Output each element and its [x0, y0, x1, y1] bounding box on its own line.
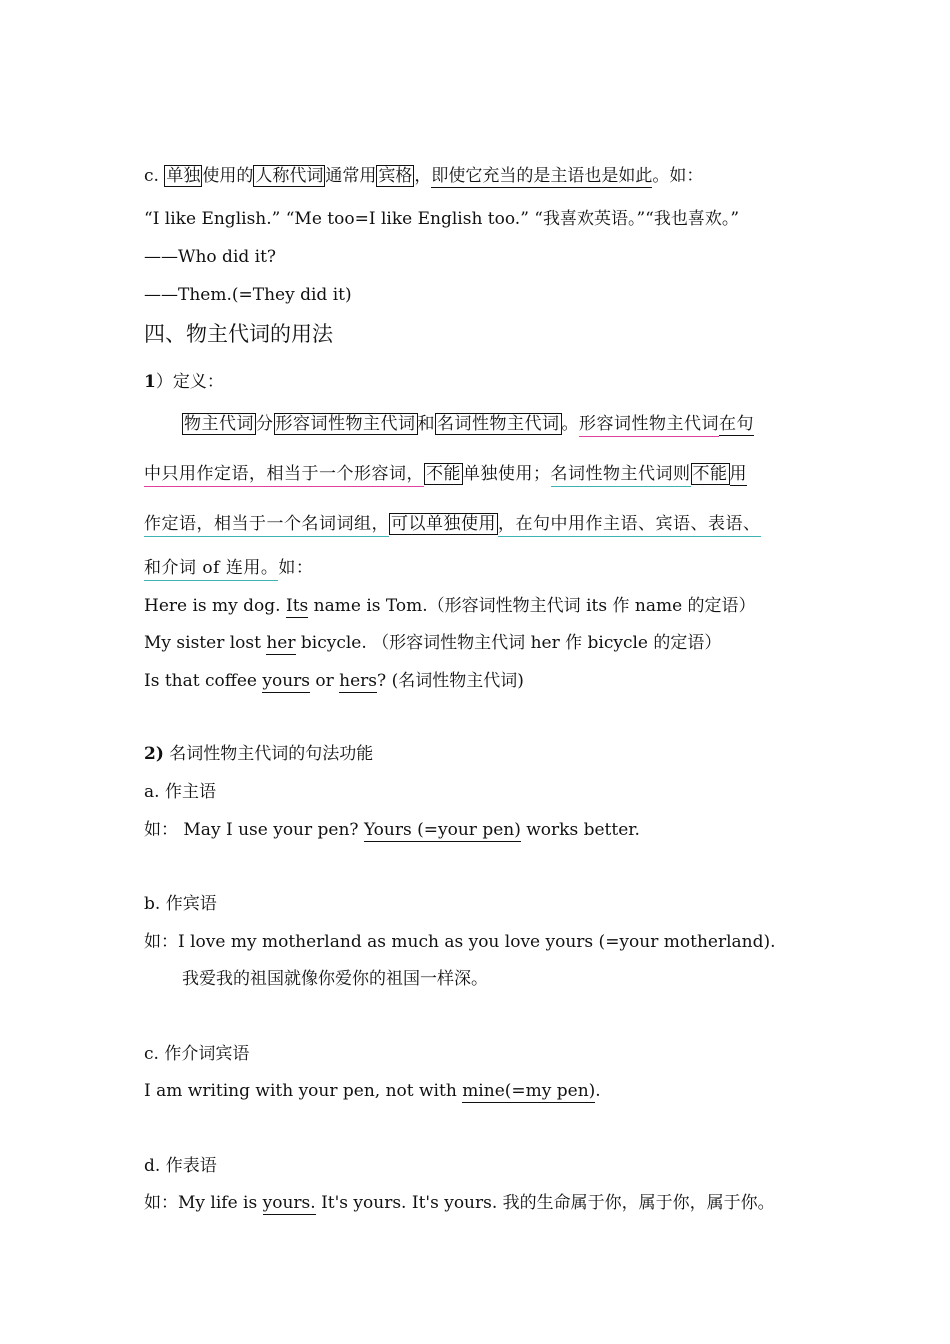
item-c-example [144, 1079, 601, 1103]
underlined-phrase: Yours (=your pen) [363, 820, 521, 840]
item-d-example [144, 1191, 775, 1215]
underlined-word: yours. [262, 1193, 316, 1213]
definition-number: 1 [144, 372, 156, 392]
teal-underlined-phrase: 介词 of 连用。 [162, 558, 279, 581]
definition-line-3 [144, 512, 761, 536]
text-fragment: ， [414, 166, 432, 186]
text-fragment: Is that coffee [144, 671, 263, 691]
item-d-title: d. 作表语 [144, 1156, 217, 1176]
text-fragment: bicycle. （形容词性物主代词 her 作 bicycle 的定语） [295, 633, 722, 653]
underlined-word: Its [285, 596, 309, 616]
example-her [144, 631, 721, 655]
text-fragment: 使用的 [202, 166, 254, 186]
underlined-word: hers [339, 671, 378, 691]
teal-underlined-phrase: 名词性物主代词则 [551, 464, 691, 487]
text-fragment: 如：My life is [144, 1193, 263, 1213]
boxed-term-alone: 单独 [166, 166, 201, 186]
boxed-term: 名词性物主代词 [437, 414, 560, 434]
definition-line-1 [182, 412, 754, 436]
underlined-phrase: mine(=my pen) [462, 1081, 596, 1101]
underlined-phrase: 即使它充当的是主语也是如此 [431, 166, 653, 186]
text-fragment: 通常用 [325, 166, 377, 186]
definition-line-4 [144, 556, 313, 580]
subsection-label: 名词性物主代词的句法功能 [163, 744, 374, 764]
text-fragment: 。 [561, 414, 579, 434]
text-fragment: 分 [256, 414, 274, 434]
underlined-word: her [266, 633, 296, 653]
teal-underlined-phrase: ，在句中用作主语、宾语、表语、 [498, 514, 761, 537]
subsection-title [144, 742, 373, 766]
item-c-title: c. 作介词宾语 [144, 1044, 250, 1064]
item-a-title: a. 作主语 [144, 782, 216, 802]
item-b-translation: 我爱我的祖国就像你爱你的祖国一样深。 [182, 969, 488, 989]
boxed-term: 不能 [692, 464, 728, 484]
item-b-title: b. 作宾语 [144, 894, 217, 914]
boxed-term-objective-case: 宾格 [378, 166, 413, 186]
boxed-term: 不能 [426, 464, 461, 484]
dialog-answer: ——Them.(=They did it) [144, 285, 352, 305]
text-fragment: or [310, 671, 340, 691]
definition-title [144, 370, 224, 394]
text-fragment: Here is my dog. [144, 596, 286, 616]
item-a-example [144, 818, 640, 842]
c-prefix: c. [144, 166, 165, 186]
section-heading: 四、物主代词的用法 [144, 322, 333, 346]
teal-underlined-phrase: 作定语，相当于一个名词词组， [144, 514, 389, 537]
boxed-term: 可以单独使用 [391, 514, 496, 534]
text-fragment: 单独使用 [463, 464, 533, 484]
text-fragment: name is Tom.（形容词性物主代词 its 作 name 的定语） [308, 596, 756, 616]
text-fragment: 和 [417, 414, 435, 434]
boxed-term-personal-pronoun: 人称代词 [255, 166, 324, 186]
text-fragment: . [595, 1081, 601, 1101]
text-fragment: I am writing with your pen, not with [144, 1081, 463, 1101]
underlined-phrase: 用 [729, 464, 747, 484]
text-fragment: 如： [278, 558, 314, 578]
subsection-number: 2) [144, 744, 164, 764]
item-b-example: 如：I love my motherland as much as you love yours (=your motherland). [144, 932, 776, 952]
pink-underlined-phrase: 形容词性物主代词 [579, 414, 719, 437]
text-fragment: My sister lost [144, 633, 267, 653]
example-its [144, 594, 756, 618]
text-fragment: It's yours. It's yours. 我的生命属于你，属于你，属于你。 [315, 1193, 775, 1213]
text-fragment: works better. [520, 820, 640, 840]
boxed-term: 物主代词 [184, 414, 254, 434]
example-line: “I like English.” “Me too=I like English too.” “我喜欢英语。”“我也喜欢。” [144, 209, 740, 229]
underlined-word: yours [262, 671, 310, 691]
example-yours-hers [144, 669, 524, 693]
underlined-phrase: 在句 [719, 414, 754, 434]
c-usage-line [144, 164, 703, 188]
text-fragment: ? (名词性物主代词) [377, 671, 524, 691]
dialog-question: ——Who did it? [144, 247, 277, 267]
teal-underlined-phrase: 和 [144, 558, 162, 581]
text-fragment: 。如： [652, 166, 704, 186]
definition-label: ）定义： [155, 372, 224, 392]
boxed-term: 形容词性物主代词 [275, 414, 416, 434]
text-fragment: ； [533, 464, 551, 484]
pink-underlined-phrase: 中只用作定语，相当于一个形容词， [144, 464, 424, 487]
text-fragment: 如： May I use your pen? [144, 820, 364, 840]
definition-line-2 [144, 462, 747, 486]
